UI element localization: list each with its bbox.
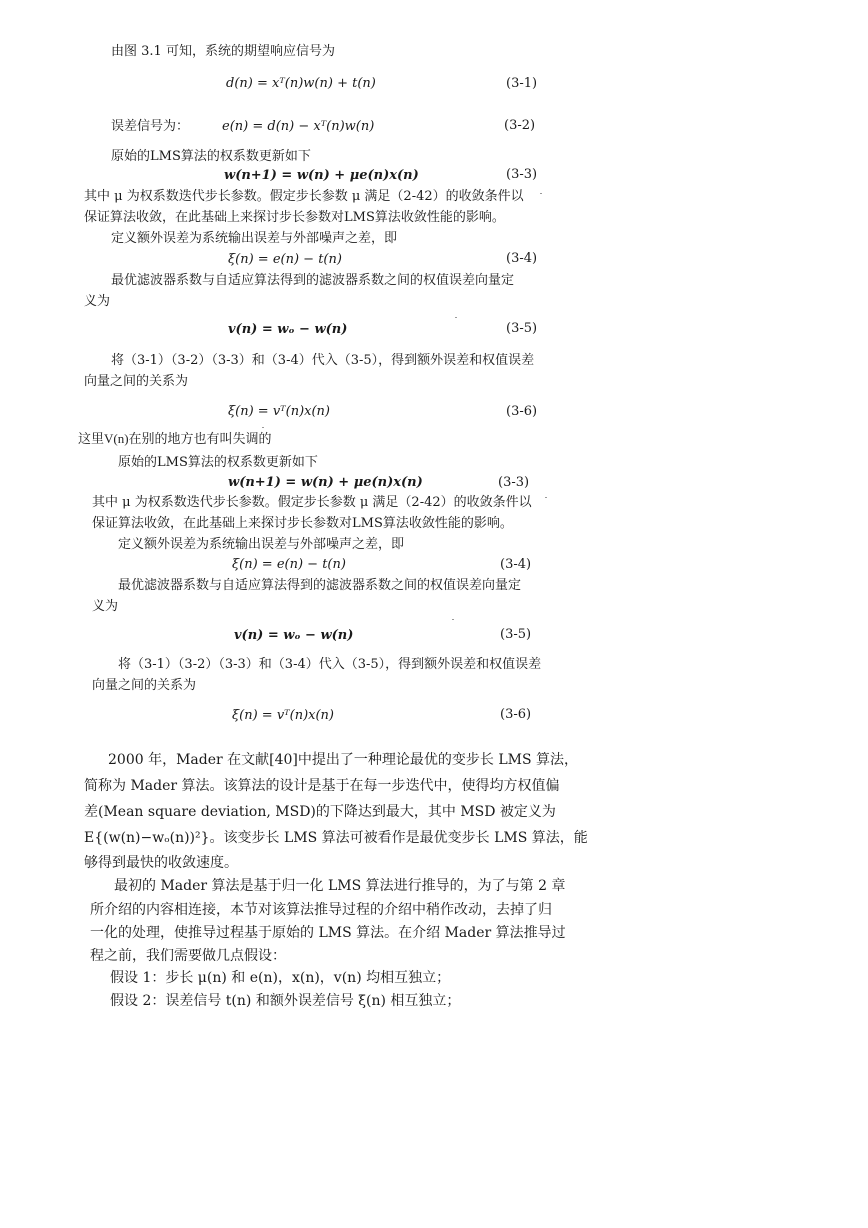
- equation-3-4: ξ(n) = e(n) − t(n): [232, 557, 346, 572]
- paragraph-line: 够得到最快的收敛速度。: [84, 855, 238, 871]
- scan-speck: [540, 193, 542, 194]
- equation-3-1: d(n) = xᵀ(n)w(n) + t(n): [226, 76, 376, 91]
- equation-3-5: v(n) = wₒ − w(n): [234, 628, 354, 643]
- equation-3-5: v(n) = wₒ − w(n): [228, 322, 348, 337]
- equation-number: (3-6): [500, 707, 532, 722]
- scan-speck: [545, 497, 547, 498]
- scan-speck: [452, 619, 454, 620]
- equation-3-6: ξ(n) = vᵀ(n)x(n): [228, 404, 331, 419]
- equation-3-3: w(n+1) = w(n) + μe(n)x(n): [228, 475, 423, 490]
- paragraph-line: 向量之间的关系为: [84, 374, 189, 389]
- error-label: 误差信号为：: [111, 119, 190, 134]
- equation-3-3: w(n+1) = w(n) + μe(n)x(n): [224, 168, 419, 183]
- equation-number: (3-3): [506, 167, 538, 182]
- paragraph-line: 保证算法收敛，在此基础上来探讨步长参数对LMS算法收敛性能的影响。: [84, 210, 505, 225]
- equation-number: (3-3): [498, 475, 530, 490]
- equation-3-6: ξ(n) = vᵀ(n)x(n): [232, 708, 335, 723]
- paragraph-line: 差(Mean square deviation, MSD)的下降达到最大，其中 MSD 被定义为: [84, 804, 556, 820]
- lms-intro: 原始的LMS算法的权系数更新如下: [111, 149, 311, 164]
- paragraph-line: 其中 μ 为权系数迭代步长参数。假定步长参数 μ 满足（2-42）的收敛条件以: [92, 495, 532, 510]
- equation-3-4: ξ(n) = e(n) − t(n): [228, 252, 342, 267]
- paragraph-line: 简称为 Mader 算法。该算法的设计是基于在每一步迭代中，使得均方权值偏: [84, 778, 560, 794]
- paragraph-line: 向量之间的关系为: [92, 678, 197, 693]
- paragraph-line: 最优滤波器系数与自适应算法得到的滤波器系数之间的权值误差向量定: [111, 273, 515, 288]
- scan-speck: [455, 317, 457, 318]
- equation-number: (3-5): [500, 627, 532, 642]
- paragraph-line: 保证算法收敛，在此基础上来探讨步长参数对LMS算法收敛性能的影响。: [92, 516, 513, 531]
- paragraph-line: 最优滤波器系数与自适应算法得到的滤波器系数之间的权值误差向量定: [118, 578, 522, 593]
- paragraph-line: 将（3-1）（3-2）（3-3）和（3-4）代入（3-5），得到额外误差和权值误差: [118, 657, 542, 672]
- annotation-note: 这里V(n)在别的地方也有叫失调的: [78, 431, 272, 446]
- scan-speck: [262, 427, 264, 428]
- assumption-1: 假设 1：步长 μ(n) 和 e(n)，x(n)，v(n) 均相互独立；: [110, 970, 451, 986]
- intro-text: 由图 3.1 可知，系统的期望响应信号为: [111, 44, 335, 59]
- equation-number: (3-5): [506, 321, 538, 336]
- lms-intro: 原始的LMS算法的权系数更新如下: [118, 455, 318, 470]
- paragraph-line: 定义额外误差为系统输出误差与外部噪声之差，即: [118, 537, 405, 552]
- paragraph-line: 义为: [92, 599, 119, 614]
- equation-number: (3-4): [500, 557, 532, 572]
- paragraph-line: 一化的处理，使推导过程基于原始的 LMS 算法。在介绍 Mader 算法推导过: [90, 925, 566, 941]
- paragraph-line: 其中 μ 为权系数迭代步长参数。假定步长参数 μ 满足（2-42）的收敛条件以: [84, 189, 524, 204]
- equation-number: (3-6): [506, 404, 538, 419]
- paragraph-line: 最初的 Mader 算法是基于归一化 LMS 算法进行推导的，为了与第 2 章: [114, 878, 566, 894]
- assumption-2: 假设 2：误差信号 t(n) 和额外误差信号 ξ(n) 相互独立；: [110, 993, 461, 1009]
- paragraph-line: 义为: [84, 294, 111, 309]
- paragraph-line: E{(w(n)−wₒ(n))²}。该变步长 LMS 算法可被看作是最优变步长 LMS 算法，能: [84, 830, 588, 846]
- equation-3-2: e(n) = d(n) − xᵀ(n)w(n): [222, 119, 375, 134]
- paragraph-line: 定义额外误差为系统输出误差与外部噪声之差，即: [111, 231, 398, 246]
- equation-number: (3-1): [506, 76, 538, 91]
- paragraph-line: 所介绍的内容相连接，本节对该算法推导过程的介绍中稍作改动，去掉了归: [90, 902, 552, 918]
- paragraph-line: 2000 年，Mader 在文献[40]中提出了一种理论最优的变步长 LMS 算法，: [108, 752, 579, 768]
- paragraph-line: 将（3-1）（3-2）（3-3）和（3-4）代入（3-5），得到额外误差和权值误差: [111, 353, 535, 368]
- equation-number: (3-2): [504, 118, 536, 133]
- paragraph-line: 程之前，我们需要做几点假设：: [90, 948, 286, 964]
- equation-number: (3-4): [506, 251, 538, 266]
